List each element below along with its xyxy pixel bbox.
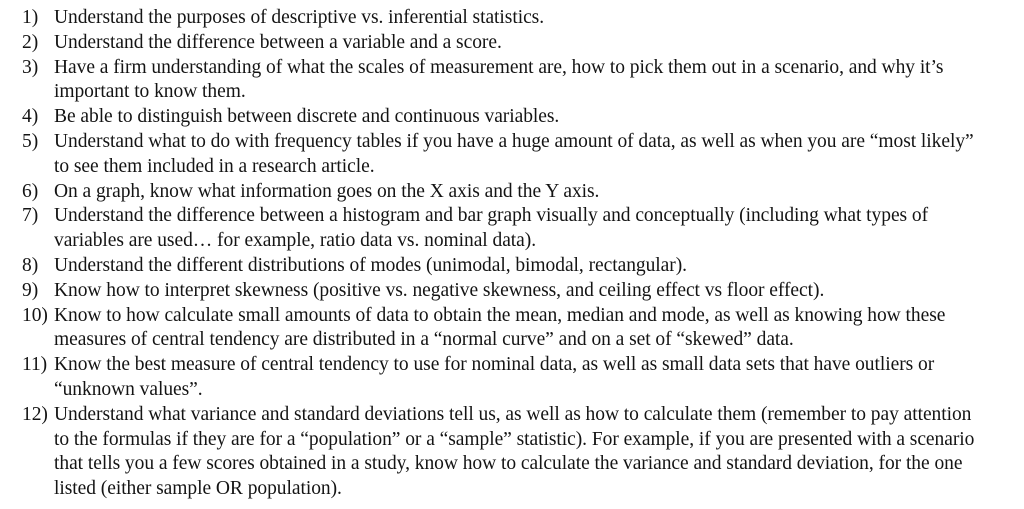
list-item (0, 105, 1024, 130)
item-number: 7) (22, 205, 39, 227)
item-text: Have a firm understanding of what the scales of measurement are, how to pick them out in a scenario, and why it’s important to know them. (54, 56, 944, 103)
item-number: 4) (22, 106, 39, 128)
item-text: Be able to distinguish between discrete and continuous variables. (54, 106, 560, 128)
item-text: Understand the difference between a histogram and bar graph visually and conceptually (including what types of variables are used… for example, ratio data vs. nominal data). (54, 205, 929, 252)
item-text: Understand what to do with frequency tables if you have a huge amount of data, as well as when you are “most likely” to see them included in a research article. (54, 130, 974, 177)
study-guide-list (0, 6, 1024, 502)
item-text: On a graph, know what information goes on the X axis and the Y axis. (54, 180, 600, 202)
item-text: Understand the different distributions of modes (unimodal, bimodal, rectangular). (54, 254, 687, 276)
item-text: Know how to interpret skewness (positive vs. negative skewness, and ceiling effect vs floor effect). (54, 279, 825, 301)
item-text: Understand the difference between a variable and a score. (54, 31, 502, 53)
list-item (0, 31, 1024, 56)
list-item (0, 254, 1024, 279)
item-number: 10) (22, 304, 48, 326)
item-number: 1) (22, 7, 39, 28)
item-number: 6) (22, 180, 39, 202)
item-number: 11) (22, 354, 48, 376)
item-number: 8) (22, 254, 39, 276)
list-item (0, 56, 1024, 106)
list-item (0, 279, 1024, 304)
item-text: Understand what variance and standard deviations tell us, as well as how to calculate them (remember to pay attention to the formulas if they are for a “population” or a “sample” statistic). For example, if you are presented with a scenario that tells you a few scores obtained in a study, know how to calculate the variance and standard deviation, for the one listed (either sample OR population). (54, 403, 975, 500)
item-text: Understand the purposes of descriptive vs. inferential statistics. (54, 7, 545, 28)
item-text: Know the best measure of central tendency to use for nominal data, as well as small data sets that have outliers or “unknown values”. (54, 354, 935, 400)
item-number: 2) (22, 31, 39, 53)
item-number: 12) (22, 403, 48, 425)
item-number: 5) (22, 130, 39, 152)
list-item (0, 353, 1024, 403)
list-item (0, 304, 1024, 354)
list-item (0, 180, 1024, 205)
list-item (0, 130, 1024, 180)
list-item (0, 204, 1024, 254)
item-text: Know to how calculate small amounts of data to obtain the mean, median and mode, as well as knowing how these measures of central tendency are distributed in a “normal curve” and on a set of “skewed” data. (54, 304, 946, 351)
list-item (0, 6, 1024, 31)
list-item (0, 403, 1024, 502)
item-number: 3) (22, 56, 39, 78)
item-number: 9) (22, 279, 39, 301)
